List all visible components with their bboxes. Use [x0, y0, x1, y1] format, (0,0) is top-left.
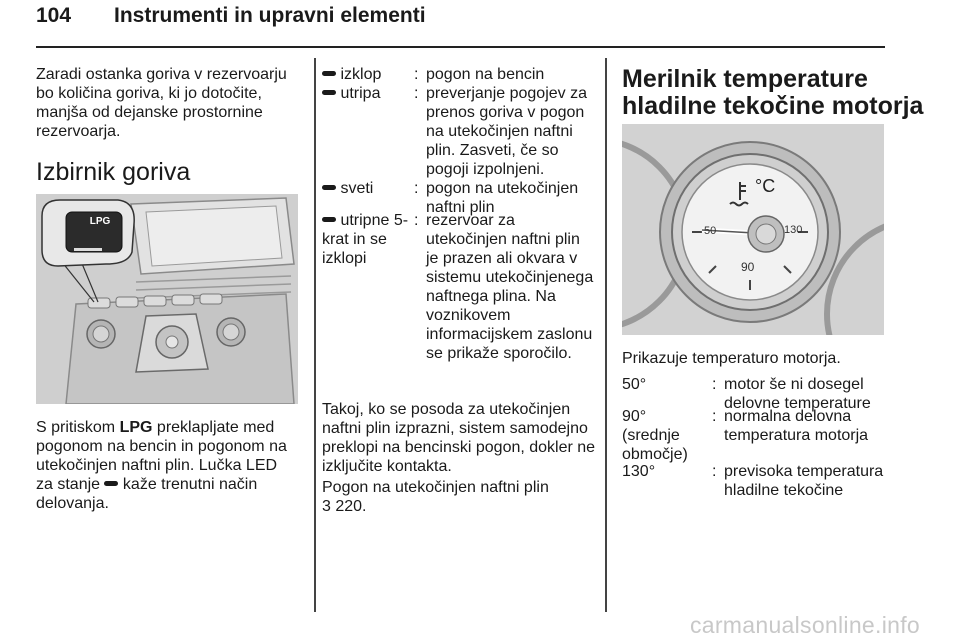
lpg-button-label: LPG — [89, 216, 111, 227]
state-desc: rezervoar za utekočinjen naftni plin je prazen ali okvara v sistemu utekočinjenega naftnega plina. Na voznikovem informacijskem zaslonu se prikaže sporočilo. — [426, 212, 594, 362]
state-sep: : — [414, 85, 419, 102]
temp-row-130 — [622, 462, 884, 500]
state-desc: pogon na utekočinjen naftni plin — [426, 180, 579, 216]
gauge-unit-label: °C — [755, 176, 776, 196]
page-header-title: Instrumenti in upravni elementi — [114, 4, 426, 27]
fuel-selector-figure — [36, 194, 298, 404]
state-sep: : — [414, 66, 419, 83]
temp-term: 50° — [622, 376, 647, 393]
state-row-off — [322, 65, 600, 84]
header-rule — [36, 46, 885, 48]
state-term: utripa — [340, 85, 381, 102]
temp-desc: normalna delovna temperatura motorja — [724, 408, 869, 444]
lpg-bold-label: LPG — [119, 419, 153, 436]
led-icon — [322, 71, 336, 76]
page-number: 104 — [36, 4, 72, 27]
lpg-paragraph-post: kaže trenutni način delovanja. — [36, 476, 258, 512]
led-icon — [322, 185, 336, 190]
lpg-reference-text: Pogon na utekočinjen naftni plin — [322, 479, 549, 496]
lpg-paragraph — [36, 418, 298, 513]
state-sep: : — [414, 212, 419, 229]
temp-sep: : — [712, 408, 717, 425]
gauge-tick-90: 90 — [741, 260, 755, 274]
page-reference-link[interactable]: 220. — [335, 498, 367, 515]
state-sep: : — [414, 180, 419, 197]
state-term: sveti — [340, 180, 374, 197]
temp-term: 90° (srednje območje) — [622, 408, 688, 463]
temp-desc: motor še ni dosegel delovne temperature — [724, 376, 871, 412]
coolant-heading-line2: hladilne tekočine motorja — [622, 92, 924, 120]
auto-switch-paragraph: Takoj, ko se posoda za utekočinjen naftni plin izprazni, sistem samodejno preklopi na bencinski pogon, dokler ne izključite kontakta. — [322, 401, 596, 475]
gauge-tick-130: 130 — [784, 224, 803, 236]
led-icon — [322, 217, 336, 222]
column-divider-1 — [314, 58, 316, 612]
coolant-gauge-illustration — [622, 124, 884, 335]
temp-desc: previsoka temperatura hladilne tekočine — [724, 463, 884, 499]
state-desc: preverjanje pogojev za prenos goriva v pogon na utekočinjen naftni plin. Zasveti, če so pogoji izpolnjeni. — [426, 85, 587, 178]
coolant-heading-line1: Merilnik temperature — [622, 65, 868, 93]
temp-row-90 — [622, 407, 884, 464]
gauge-tick-50: 50 — [704, 225, 717, 237]
temp-sep: : — [712, 376, 717, 393]
column-divider-2 — [605, 58, 607, 612]
temp-term: 130° — [622, 463, 656, 480]
coolant-gauge-figure — [622, 124, 884, 335]
state-term: utripne 5-krat in se izklopi — [322, 212, 409, 267]
lpg-reference-paragraph — [322, 478, 596, 516]
watermark: carmanualsonline.info — [689, 612, 920, 638]
state-desc: pogon na bencin — [426, 66, 545, 83]
fuel-selector-heading: Izbirnik goriva — [36, 158, 191, 186]
dashboard-illustration — [36, 194, 298, 404]
page-ref-arrow-icon: 3 — [322, 498, 331, 515]
lpg-paragraph-mid: preklapljate med pogonom na bencin in pogonom na utekočinjen naftni plin. Lučka LED za stanje — [36, 419, 287, 493]
led-icon — [322, 90, 336, 95]
intro-paragraph: Zaradi ostanka goriva v rezervoarju bo količina goriva, ki jo dotočite, manjša od dejanske prostornine rezervoarja. — [36, 66, 287, 140]
state-row-flash-off — [322, 211, 600, 386]
state-row-flashing — [322, 84, 600, 179]
led-indicator-icon — [104, 481, 118, 486]
lpg-paragraph-pre: S pritiskom — [36, 419, 120, 436]
temp-sep: : — [712, 463, 717, 480]
gauge-caption: Prikazuje temperaturo motorja. — [622, 350, 841, 367]
state-term: izklop — [340, 66, 382, 83]
